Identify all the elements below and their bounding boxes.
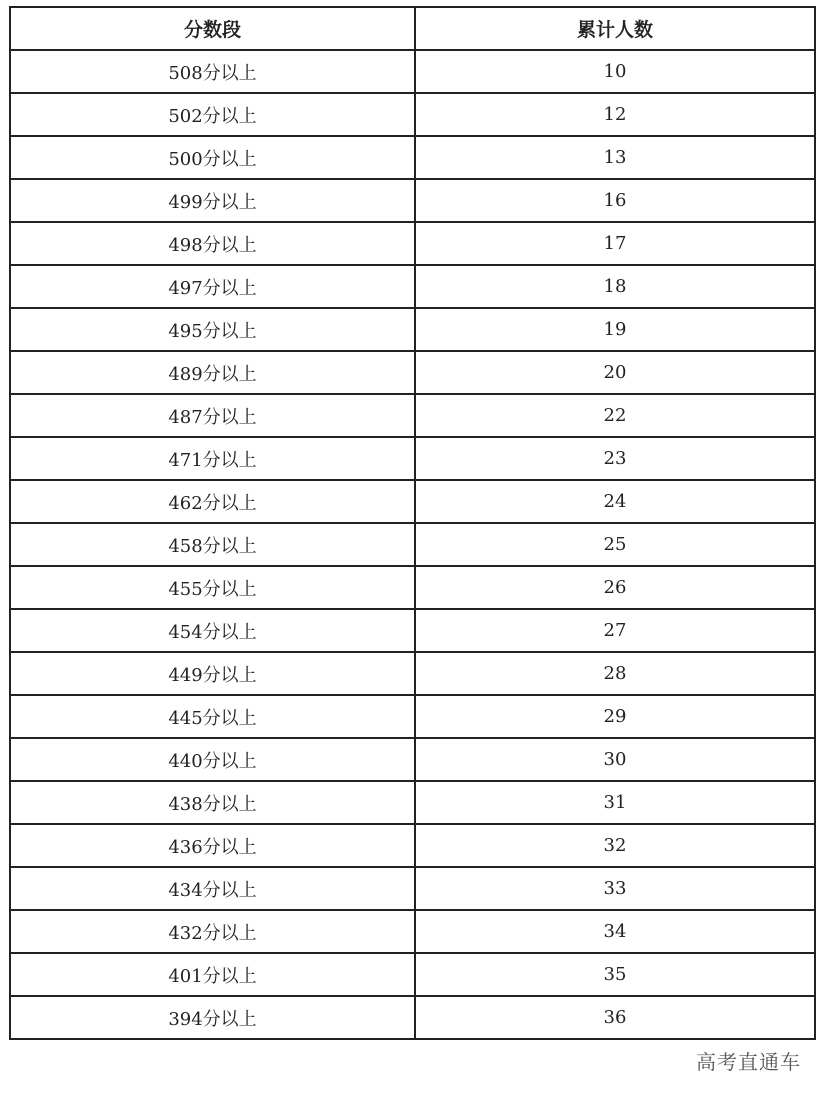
table-row — [10, 136, 815, 179]
header-cumulative-count: 累计人数 — [415, 7, 815, 50]
cumulative-count-cell: 27 — [415, 609, 815, 652]
score-range-cell: 471分以上 — [10, 437, 415, 480]
table-row — [10, 738, 815, 781]
score-range-cell: 502分以上 — [10, 93, 415, 136]
cumulative-count-cell: 31 — [415, 781, 815, 824]
cumulative-count-cell: 13 — [415, 136, 815, 179]
score-range-cell: 462分以上 — [10, 480, 415, 523]
score-range-cell: 449分以上 — [10, 652, 415, 695]
watermark: 高考直通车 — [696, 1050, 801, 1074]
score-range-cell: 440分以上 — [10, 738, 415, 781]
score-range-cell: 458分以上 — [10, 523, 415, 566]
cumulative-count-cell: 17 — [415, 222, 815, 265]
cumulative-count-cell: 20 — [415, 351, 815, 394]
table-row — [10, 781, 815, 824]
cumulative-count-cell: 29 — [415, 695, 815, 738]
table-row — [10, 996, 815, 1039]
score-range-cell: 454分以上 — [10, 609, 415, 652]
table-row — [10, 222, 815, 265]
table-row — [10, 910, 815, 953]
cumulative-count-cell: 32 — [415, 824, 815, 867]
score-range-cell: 394分以上 — [10, 996, 415, 1039]
table-row — [10, 609, 815, 652]
cumulative-count-cell: 26 — [415, 566, 815, 609]
score-range-cell: 500分以上 — [10, 136, 415, 179]
score-range-cell: 487分以上 — [10, 394, 415, 437]
table-row — [10, 566, 815, 609]
header-score-range: 分数段 — [10, 7, 415, 50]
cumulative-count-cell: 22 — [415, 394, 815, 437]
table-header-row — [10, 7, 815, 50]
cumulative-count-cell: 12 — [415, 93, 815, 136]
table-row — [10, 480, 815, 523]
score-range-cell: 434分以上 — [10, 867, 415, 910]
cumulative-count-cell: 33 — [415, 867, 815, 910]
cumulative-count-cell: 19 — [415, 308, 815, 351]
cumulative-count-cell: 30 — [415, 738, 815, 781]
table-row — [10, 93, 815, 136]
cumulative-count-cell: 10 — [415, 50, 815, 93]
cumulative-count-cell: 18 — [415, 265, 815, 308]
table-row — [10, 351, 815, 394]
table-row — [10, 695, 815, 738]
table-row — [10, 824, 815, 867]
table-row — [10, 265, 815, 308]
table-row — [10, 867, 815, 910]
cumulative-count-cell: 23 — [415, 437, 815, 480]
score-range-cell: 445分以上 — [10, 695, 415, 738]
score-range-cell: 489分以上 — [10, 351, 415, 394]
score-range-cell: 455分以上 — [10, 566, 415, 609]
table-row — [10, 50, 815, 93]
table-row — [10, 437, 815, 480]
cumulative-count-cell: 28 — [415, 652, 815, 695]
table-body — [10, 50, 815, 1039]
score-range-cell: 432分以上 — [10, 910, 415, 953]
table-row — [10, 308, 815, 351]
cumulative-count-cell: 24 — [415, 480, 815, 523]
cumulative-count-cell: 36 — [415, 996, 815, 1039]
cumulative-count-cell: 25 — [415, 523, 815, 566]
score-range-cell: 401分以上 — [10, 953, 415, 996]
score-table — [9, 6, 816, 1040]
score-range-cell: 498分以上 — [10, 222, 415, 265]
table-row — [10, 394, 815, 437]
table-row — [10, 179, 815, 222]
score-range-cell: 438分以上 — [10, 781, 415, 824]
table-row — [10, 953, 815, 996]
cumulative-count-cell: 34 — [415, 910, 815, 953]
score-range-cell: 436分以上 — [10, 824, 415, 867]
score-range-cell: 508分以上 — [10, 50, 415, 93]
cumulative-count-cell: 16 — [415, 179, 815, 222]
score-range-cell: 497分以上 — [10, 265, 415, 308]
score-range-cell: 495分以上 — [10, 308, 415, 351]
score-range-cell: 499分以上 — [10, 179, 415, 222]
table-row — [10, 652, 815, 695]
table-row — [10, 523, 815, 566]
cumulative-count-cell: 35 — [415, 953, 815, 996]
